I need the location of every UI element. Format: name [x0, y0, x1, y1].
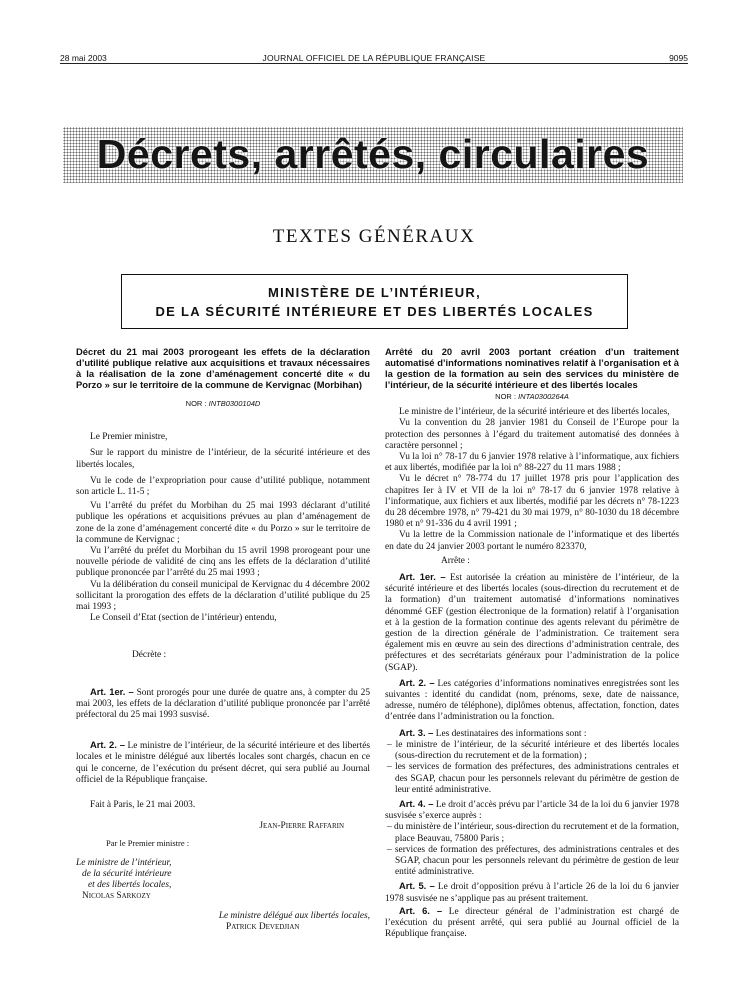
list-item: – le ministre de l’intérieur, de la sécurité intérieure et des libertés locales (sous-direction du recrutement et de la formation) ; — [387, 739, 679, 762]
arrete-nor-code: INTA0300264A — [518, 392, 569, 401]
article-label: Art. 6. – — [399, 904, 443, 916]
decree-intro: Le Premier ministre, — [90, 432, 168, 443]
minister-title-1: Le ministre de l’intérieur, — [76, 857, 172, 868]
article-label: Art. 1er. – — [399, 571, 446, 583]
decree-paragraph: Le Conseil d’Etat (section de l’intérieur) entendu, — [90, 613, 277, 624]
arrete-article-3 — [385, 727, 679, 740]
arrete-paragraph: Vu la loi n° 78-17 du 6 janvier 1978 relative à l’informatique, aux fichiers et aux libertés, modifiée par la loi n° 88-227 du 11 mars 1988 ; — [385, 452, 679, 474]
section-title: TEXTES GÉNÉRAUX — [272, 226, 476, 247]
list-item: – services de formation des préfectures, des administrations centrales et des SGAP, chacun pour les personnels relevant du périmètre de gestion de leur entité administrative. — [387, 844, 679, 878]
delegate-title: Le ministre délégué aux libertés locales, — [218, 910, 370, 921]
ministry-line-2: DE LA SÉCURITÉ INTÉRIEURE ET DES LIBERTÉS LOCALES — [155, 304, 594, 319]
article-label: Art. 1er. – — [90, 685, 134, 697]
decree-column — [76, 346, 370, 933]
decree-signatory: Jean-Pierre Raffarin — [259, 821, 344, 832]
arrete-paragraph: Le ministre de l’intérieur, de la sécurité intérieure et des libertés locales, — [399, 407, 670, 418]
arrete-title: Arrêté du 20 avril 2003 portant création d’un traitement automatisé d’informations nominatives relatif à l’organisation et à la gestion de la formation au sein des services du ministère de l’intérieur, de la sécurité intérieure et des libertés locales — [385, 346, 679, 390]
article-label: Art. 2. – — [399, 676, 435, 688]
article-text: Sont prorogés pour une durée de quatre ans, à compter du 25 mai 2003, les effets de la déclaration d’utilité publique prononcée par l’arrêté préfectoral du 25 mai 1993 susvisé. — [76, 687, 371, 721]
article-text: Le droit d’opposition prévu à l’article 26 de la loi du 6 janvier 1978 susvisée ne s’applique pas au présent traitement. — [385, 882, 680, 904]
arrete-article-6 — [385, 905, 679, 941]
header-journal-title: JOURNAL OFFICIEL DE LA RÉPUBLIQUE FRANÇAISE — [262, 53, 486, 63]
arrete-paragraph: Vu la lettre de la Commission nationale de l’informatique et des libertés en date du 24 janvier 2003 portant le numéro 823370, — [385, 530, 679, 552]
arrete-paragraph: Vu le décret n° 78-774 du 17 juillet 1978 pris pour l’application des chapitres Ier à IV et VII de la loi n° 78-17 du 6 janvier 1978 relative à l’informatique, aux fichiers et aux libertés, modifié par les décrets n° 78-1223 du 28 décembre 1978, n° 79-421 du 30 mai 1979, n° 80-1030 du 18 décembre 1980 et n° 91-336 du 4 avril 1991 ; — [385, 474, 679, 530]
arrete-paragraph: Vu la convention du 28 janvier 1981 du Conseil de l’Europe pour la protection des personnes à l’égard du traitement automatisé des données à caractère personnel ; — [385, 418, 679, 451]
article-text: Les destinataires des informations sont : — [435, 728, 587, 739]
article-text: Les catégories d’informations nominatives enregistrées sont les suivantes : identité du candidat (nom, prénoms, sexe, date de naissance, adresse, numéro de téléphone), diplômes obtenus, affectation, fonction, dates d’entrée dans l’administration ou la fonction. — [385, 678, 680, 723]
decree-paragraph: Vu l’arrêté du préfet du Morbihan du 15 avril 1998 prorogeant pour une nouvelle période de validité de cinq ans les effets de la déclaration d’utilité publique prononcée par l’arrêté du 25 mai 1993 ; — [76, 546, 370, 579]
minister-title-3: et des libertés locales, — [88, 880, 172, 891]
decree-paragraph: Vu la délibération du conseil municipal de Kervignac du 4 décembre 2002 sollicitant la prorogation des effets de la déclaration d’utilité publique du 25 mai 1993 ; — [76, 579, 370, 613]
decree-decrete: Décrète : — [132, 650, 167, 661]
arrete-word: Arrête : — [441, 555, 470, 566]
article-label: Art. 5. – — [399, 880, 435, 892]
list-item: – les services de formation des préfectures, des administrations centrales et des SGAP, chacun pour les personnels relevant du périmètre de gestion de leur entité administrative. — [387, 762, 679, 795]
arrete-nor-label: NOR : — [495, 392, 516, 401]
article-label: Art. 3. – — [399, 726, 434, 738]
decree-nor-code: INTB0300104D — [208, 399, 261, 408]
section-banner — [63, 127, 683, 183]
arrete-article-1 — [385, 571, 679, 674]
decree-paragraph: Sur le rapport du ministre de l’intérieur, de la sécurité intérieure et des libertés locales, — [76, 448, 370, 470]
ministry-line-1: MINISTÈRE DE L’INTÉRIEUR, — [267, 285, 482, 300]
arrete-article-4 — [385, 798, 679, 822]
article-text: Le directeur général de l’administration est chargé de l’exécution du présent arrêté, qui sera publié au Journal officiel de la République française. — [385, 906, 680, 940]
article-label: Art. 4. – — [399, 797, 434, 809]
ministry-box — [121, 274, 628, 329]
arrete-article-2 — [385, 677, 679, 724]
decree-article-1 — [76, 686, 370, 722]
decree-nor — [76, 398, 370, 409]
banner-title: Décrets, arrêtés, circulaires — [96, 131, 650, 177]
decree-article-2 — [76, 739, 370, 786]
arrete-article-5 — [385, 880, 679, 904]
list-item: – du ministère de l’intérieur, sous-direction du recrutement et de la formation, place Beauvau, 75800 Paris ; — [387, 822, 679, 844]
decree-paragraph: Vu le code de l’expropriation pour cause d’utilité publique, notamment son article L. 11-5 ; — [76, 475, 370, 498]
arrete-nor — [385, 391, 679, 402]
article-label: Art. 2. – — [90, 739, 125, 751]
decree-nor-label: NOR : — [185, 399, 207, 408]
article-text: Est autorisée la création au ministère de l’intérieur, de la sécurité intérieure et des libertés locales (sous-direction du recrutement et de la formation) d’un traitement automatisé d’informations nominatives dénommé GEF (gestion électronique de la formation) relatif à l’organisation et à la gestion de la formation continue des agents relevant du périmètre de gestion de la direction générale de l’administration. Ce traitement sera également mis en œuvre au sein des directions d’administration centrale, des préfectures et des secrétariats généraux pour l’administration de la police (SGAP). — [385, 573, 680, 673]
decree-by-pm: Par le Premier ministre : — [106, 838, 190, 849]
decree-paragraph: Vu l’arrêté du préfet du Morbihan du 25 mai 1993 déclarant d’utilité publique les opérations et acquisitions prévues au plan d’aménagement de zone de la zone d’aménagement concerté dite « du Porzo » sur le territoire de la commune de Kervignac ; — [76, 501, 370, 545]
decree-title: Décret du 21 mai 2003 prorogeant les effets de la déclaration d’utilité publique relative aux acquisitions et travaux nécessaires à la réalisation de la zone d’aménagement concerté dite « du Porzo » sur le territoire de la commune de Kervignac (Morbihan) — [76, 346, 370, 390]
article-text: Le droit d’accès prévu par l’article 34 de la loi du 6 janvier 1978 susvisée s’exerce auprès : — [385, 799, 680, 822]
decree-done-at: Fait à Paris, le 21 mai 2003. — [90, 800, 196, 811]
header-rule — [60, 63, 688, 64]
delegate-name: Patrick Devedjian — [226, 921, 300, 932]
article-text: Le ministre de l’intérieur, de la sécurité intérieure et des libertés locales et le ministre délégué aux libertés locales sont chargés, chacun en ce qui le concerne, de l’exécution du présent décret, qui sera publié au Journal officiel de la République française. — [76, 741, 371, 785]
minister-title-2: de la sécurité intérieure — [82, 868, 172, 879]
header-page-number: 9095 — [669, 53, 688, 63]
header-date: 28 mai 2003 — [60, 53, 107, 63]
arrete-column — [385, 346, 679, 940]
minister-name: Nicolas Sarkozy — [82, 891, 151, 902]
